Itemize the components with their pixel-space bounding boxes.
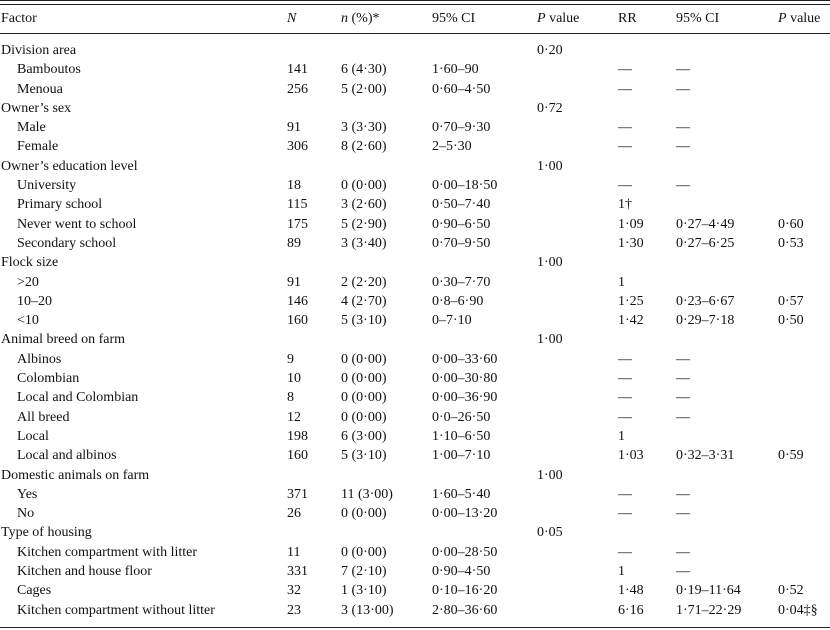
cell-rr: 1·03 bbox=[618, 448, 644, 464]
cell-n-percent: 0 (0·00) bbox=[341, 390, 387, 406]
cell-p-value-rr: 0·60 bbox=[778, 216, 804, 232]
category-row bbox=[0, 157, 830, 176]
cell-ci: 0·50–7·40 bbox=[432, 197, 491, 213]
cell-rr: — bbox=[618, 371, 632, 387]
cell-rr: — bbox=[618, 351, 632, 367]
cell-n-total: 91 bbox=[287, 274, 301, 290]
cell-ci: 2·80–36·60 bbox=[432, 602, 498, 618]
cell-n-percent: 3 (13·00) bbox=[341, 602, 394, 618]
cell-ci-rr: 0·23–6·67 bbox=[676, 293, 735, 309]
cell-rr: — bbox=[618, 120, 632, 136]
cell-factor: Local bbox=[17, 428, 49, 444]
table-row bbox=[0, 234, 830, 253]
cell-ci-rr: 0·27–4·49 bbox=[676, 216, 735, 232]
cell-rr: 1 bbox=[618, 274, 625, 290]
category-row bbox=[0, 523, 830, 542]
cell-n-total: 91 bbox=[287, 120, 301, 136]
header-rr: RR bbox=[618, 11, 637, 26]
cell-n-percent: 5 (3·10) bbox=[341, 313, 387, 329]
header-n-symbol: n bbox=[341, 11, 348, 26]
cell-ci-rr: — bbox=[676, 390, 690, 406]
cell-p-value-rr: 0·53 bbox=[778, 235, 804, 251]
cell-factor: Division area bbox=[1, 43, 77, 58]
cell-n-total: 8 bbox=[287, 390, 294, 406]
cell-ci: 1·60–90 bbox=[432, 62, 479, 78]
header-factor: Factor bbox=[1, 11, 37, 26]
cell-n-percent: 7 (2·10) bbox=[341, 564, 387, 580]
top-rule bbox=[0, 0, 830, 1]
cell-n-percent: 3 (2·60) bbox=[341, 197, 387, 213]
cell-n-total: 10 bbox=[287, 371, 301, 387]
cell-p-value-rr: 0·52 bbox=[778, 583, 804, 599]
cell-factor: All breed bbox=[17, 409, 70, 425]
header-N: N bbox=[287, 11, 297, 26]
table-row bbox=[0, 408, 830, 427]
table-row bbox=[0, 137, 830, 156]
cell-n-total: 198 bbox=[287, 428, 308, 444]
cell-factor: Bamboutos bbox=[17, 62, 81, 78]
cell-n-percent: 0 (0·00) bbox=[341, 178, 387, 194]
cell-p-value: 0·72 bbox=[537, 100, 563, 116]
cell-ci: 0·00–36·90 bbox=[432, 390, 498, 406]
category-row bbox=[0, 99, 830, 118]
cell-factor: University bbox=[17, 178, 77, 194]
table-row bbox=[0, 601, 830, 620]
cell-rr: 1·42 bbox=[618, 313, 644, 329]
cell-p-value: 1·00 bbox=[537, 332, 563, 348]
cell-ci: 0·90–4·50 bbox=[432, 564, 491, 580]
cell-n-total: 256 bbox=[287, 81, 308, 97]
cell-ci: 0·30–7·70 bbox=[432, 274, 491, 290]
cell-n-total: 146 bbox=[287, 293, 308, 309]
cell-ci: 1·00–7·10 bbox=[432, 448, 491, 464]
cell-factor: Female bbox=[17, 139, 59, 155]
cell-n-percent: 1 (3·10) bbox=[341, 583, 387, 599]
cell-n-percent: 0 (0·00) bbox=[341, 506, 387, 522]
cell-factor: Animal breed on farm bbox=[1, 332, 126, 348]
table-row bbox=[0, 60, 830, 79]
cell-rr: — bbox=[618, 544, 632, 560]
cell-n-percent: 5 (2·00) bbox=[341, 81, 387, 97]
cell-p-value: 0·20 bbox=[537, 43, 563, 58]
cell-n-percent: 3 (3·30) bbox=[341, 120, 387, 136]
cell-factor: Cages bbox=[17, 583, 52, 599]
cell-n-total: 306 bbox=[287, 139, 308, 155]
bottom-rule bbox=[0, 627, 830, 628]
cell-ci: 0–7·10 bbox=[432, 313, 472, 329]
cell-n-total: 175 bbox=[287, 216, 308, 232]
cell-rr: — bbox=[618, 506, 632, 522]
cell-rr: — bbox=[618, 486, 632, 502]
header-ci-rr: 95% CI bbox=[676, 11, 720, 26]
cell-p-value: 1·00 bbox=[537, 255, 563, 271]
table-row bbox=[0, 118, 830, 137]
category-row bbox=[0, 466, 830, 485]
cell-ci-rr: 0·27–6·25 bbox=[676, 235, 735, 251]
table-row bbox=[0, 80, 830, 99]
cell-p-value: 1·00 bbox=[537, 467, 563, 483]
cell-factor: Owner’s sex bbox=[1, 100, 72, 116]
cell-ci-rr: — bbox=[676, 486, 690, 502]
cell-factor: Kitchen compartment with litter bbox=[17, 544, 198, 560]
cell-ci: 0·8–6·90 bbox=[432, 293, 484, 309]
cell-factor: 10–20 bbox=[17, 293, 52, 309]
cell-n-percent: 8 (2·60) bbox=[341, 139, 387, 155]
cell-factor: <10 bbox=[17, 313, 39, 329]
cell-n-percent: 0 (0·00) bbox=[341, 544, 387, 560]
cell-ci-rr: 0·32–3·31 bbox=[676, 448, 735, 464]
category-row bbox=[0, 41, 830, 60]
table-row bbox=[0, 504, 830, 523]
cell-n-total: 32 bbox=[287, 583, 301, 599]
cell-ci-rr: — bbox=[676, 351, 690, 367]
table-row bbox=[0, 485, 830, 504]
cell-n-percent: 6 (4·30) bbox=[341, 62, 387, 78]
cell-ci: 0·0–26·50 bbox=[432, 409, 491, 425]
cell-ci-rr: — bbox=[676, 564, 690, 580]
cell-ci-rr: — bbox=[676, 120, 690, 136]
table-row bbox=[0, 273, 830, 292]
table-row bbox=[0, 388, 830, 407]
cell-ci-rr: — bbox=[676, 409, 690, 425]
cell-rr: 1·30 bbox=[618, 235, 644, 251]
cell-rr: 1·48 bbox=[618, 583, 644, 599]
table-row bbox=[0, 427, 830, 446]
cell-rr: 1† bbox=[618, 197, 632, 213]
cell-ci: 2–5·30 bbox=[432, 139, 472, 155]
cell-ci: 0·00–33·60 bbox=[432, 351, 498, 367]
category-row bbox=[0, 253, 830, 272]
cell-ci: 0·00–13·20 bbox=[432, 506, 498, 522]
cell-factor: Flock size bbox=[1, 255, 59, 271]
cell-rr: — bbox=[618, 62, 632, 78]
header-p-symbol: P bbox=[537, 11, 546, 26]
cell-n-percent: 2 (2·20) bbox=[341, 274, 387, 290]
cell-factor: Yes bbox=[17, 486, 38, 502]
cell-ci: 0·00–28·50 bbox=[432, 544, 498, 560]
cell-ci-rr: — bbox=[676, 371, 690, 387]
table-row bbox=[0, 369, 830, 388]
cell-factor: Type of housing bbox=[1, 525, 92, 541]
cell-factor: No bbox=[17, 506, 35, 522]
cell-n-total: 141 bbox=[287, 62, 308, 78]
cell-ci: 0·00–30·80 bbox=[432, 371, 498, 387]
cell-ci-rr: — bbox=[676, 81, 690, 97]
cell-factor: Male bbox=[17, 120, 46, 136]
cell-p-value-rr: 0·57 bbox=[778, 293, 804, 309]
cell-n-percent: 5 (2·90) bbox=[341, 216, 387, 232]
table-row bbox=[0, 350, 830, 369]
cell-ci: 0·60–4·50 bbox=[432, 81, 491, 97]
cell-n-percent: 5 (3·10) bbox=[341, 448, 387, 464]
cell-ci: 1·10–6·50 bbox=[432, 428, 491, 444]
cell-n-total: 18 bbox=[287, 178, 301, 194]
cell-n-percent: 4 (2·70) bbox=[341, 293, 387, 309]
cell-factor: Never went to school bbox=[17, 216, 137, 232]
cell-rr: — bbox=[618, 409, 632, 425]
cell-ci-rr: 0·19–11·64 bbox=[676, 583, 741, 599]
cell-factor: Primary school bbox=[17, 197, 103, 213]
table-row bbox=[0, 195, 830, 214]
header-p2-symbol: P bbox=[778, 11, 787, 26]
cell-ci-rr: — bbox=[676, 544, 690, 560]
cell-factor: Owner’s education level bbox=[1, 158, 138, 174]
cell-n-total: 160 bbox=[287, 448, 308, 464]
cell-p-value-rr: 0·04‡§ bbox=[778, 602, 818, 618]
table-row bbox=[0, 562, 830, 581]
header-n-percent bbox=[341, 5, 380, 33]
cell-rr: 6·16 bbox=[618, 602, 644, 618]
cell-rr: 1·25 bbox=[618, 293, 644, 309]
cell-factor: Kitchen and house floor bbox=[17, 564, 152, 580]
category-row bbox=[0, 330, 830, 349]
cell-factor: Local and albinos bbox=[17, 448, 117, 464]
cell-n-total: 23 bbox=[287, 602, 301, 618]
cell-ci-rr: 0·29–7·18 bbox=[676, 313, 735, 329]
cell-ci: 0·70–9·30 bbox=[432, 120, 491, 136]
header-p-value-rr bbox=[778, 5, 820, 33]
table-row bbox=[0, 215, 830, 234]
cell-n-percent: 0 (0·00) bbox=[341, 351, 387, 367]
cell-factor: Domestic animals on farm bbox=[1, 467, 150, 483]
cell-factor: Local and Colombian bbox=[17, 390, 139, 406]
cell-n-total: 12 bbox=[287, 409, 301, 425]
cell-ci-rr: 1·71–22·29 bbox=[676, 602, 742, 618]
cell-rr: — bbox=[618, 139, 632, 155]
cell-p-value: 0·05 bbox=[537, 525, 563, 541]
cell-ci-rr: — bbox=[676, 62, 690, 78]
cell-ci: 0·00–18·50 bbox=[432, 178, 498, 194]
table-row bbox=[0, 543, 830, 562]
table-row bbox=[0, 176, 830, 195]
cell-rr: 1 bbox=[618, 428, 625, 444]
cell-ci: 0·90–6·50 bbox=[432, 216, 491, 232]
header-p-rest: value bbox=[545, 11, 580, 26]
cell-p-value: 1·00 bbox=[537, 158, 563, 174]
cell-ci: 1·60–5·40 bbox=[432, 486, 491, 502]
cell-n-percent: 6 (3·00) bbox=[341, 428, 387, 444]
cell-n-total: 11 bbox=[287, 544, 301, 560]
cell-ci-rr: — bbox=[676, 506, 690, 522]
cell-n-total: 331 bbox=[287, 564, 308, 580]
cell-rr: 1·09 bbox=[618, 216, 644, 232]
cell-factor: Kitchen compartment without litter bbox=[17, 602, 215, 618]
cell-n-total: 115 bbox=[287, 197, 308, 213]
cell-ci-rr: — bbox=[676, 139, 690, 155]
cell-n-percent: 11 (3·00) bbox=[341, 486, 393, 502]
cell-ci: 0·10–16·20 bbox=[432, 583, 498, 599]
cell-n-total: 9 bbox=[287, 351, 294, 367]
cell-n-total: 26 bbox=[287, 506, 301, 522]
cell-factor: Menoua bbox=[17, 81, 63, 97]
header-p2-rest: value bbox=[786, 11, 821, 26]
header-ci: 95% CI bbox=[432, 11, 476, 26]
cell-rr: — bbox=[618, 81, 632, 97]
cell-factor: >20 bbox=[17, 274, 39, 290]
cell-ci-rr: — bbox=[676, 178, 690, 194]
cell-n-percent: 0 (0·00) bbox=[341, 371, 387, 387]
cell-n-percent: 0 (0·00) bbox=[341, 409, 387, 425]
cell-p-value-rr: 0·59 bbox=[778, 448, 804, 464]
cell-n-total: 371 bbox=[287, 486, 308, 502]
cell-n-total: 89 bbox=[287, 235, 301, 251]
cell-rr: 1 bbox=[618, 564, 625, 580]
table-row bbox=[0, 446, 830, 465]
table-row bbox=[0, 581, 830, 600]
cell-rr: — bbox=[618, 178, 632, 194]
header-p-value bbox=[537, 5, 579, 33]
cell-n-percent: 3 (3·40) bbox=[341, 235, 387, 251]
table-row bbox=[0, 292, 830, 311]
header-n-rest: (%)* bbox=[348, 11, 380, 26]
cell-factor: Colombian bbox=[17, 371, 80, 387]
header-rule bbox=[0, 33, 830, 34]
table-body bbox=[0, 41, 830, 620]
cell-ci: 0·70–9·50 bbox=[432, 235, 491, 251]
table-row bbox=[0, 311, 830, 330]
cell-factor: Secondary school bbox=[17, 235, 117, 251]
cell-p-value-rr: 0·50 bbox=[778, 313, 804, 329]
table-header bbox=[0, 5, 830, 33]
cell-rr: — bbox=[618, 390, 632, 406]
cell-n-total: 160 bbox=[287, 313, 308, 329]
cell-factor: Albinos bbox=[17, 351, 62, 367]
